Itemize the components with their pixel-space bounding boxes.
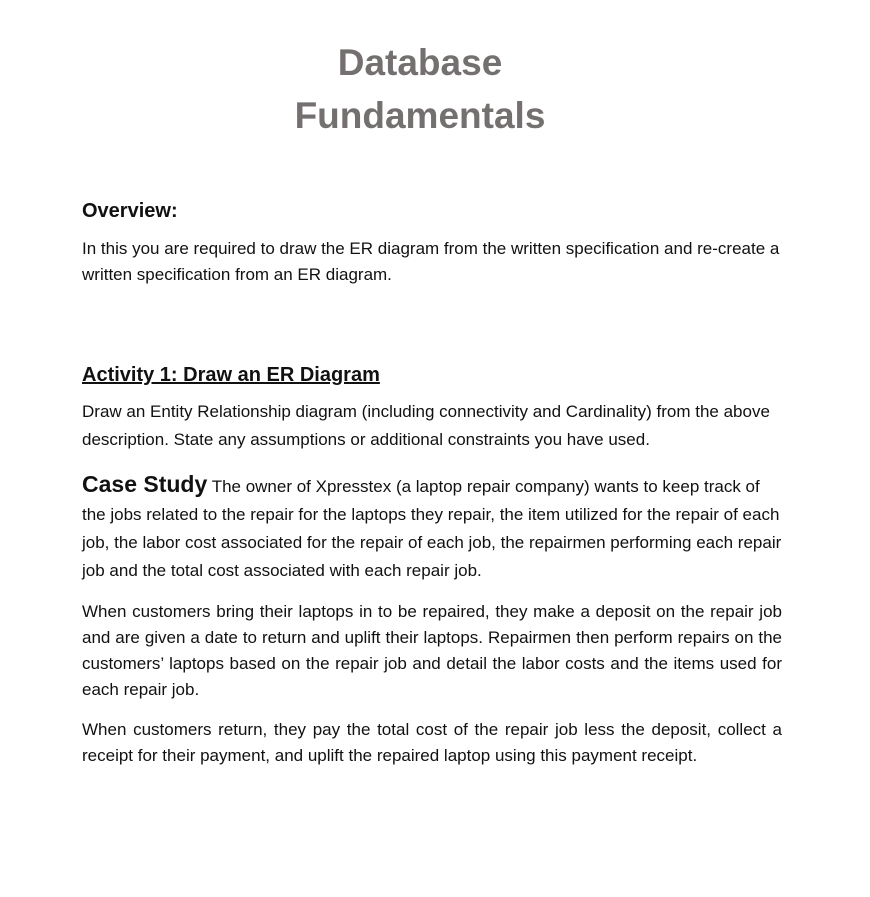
activity-text: Draw an Entity Relationship diagram (including connectivity and Cardinality) from the above description. State any assumptions or additional constraints you have used.: [82, 402, 770, 449]
case-study-paragraph-3: When customers return, they pay the total cost of the repair job less the deposit, collect a receipt for their payment, and uplift the repaired laptop using this payment receipt.: [82, 720, 782, 765]
case-study-paragraph: [82, 470, 782, 585]
document-title: [240, 36, 600, 142]
case-study-block: [82, 470, 782, 585]
case-study-paragraph-2: When customers bring their laptops in to be repaired, they make a deposit on the repair job and are given a date to return and uplift their laptops. Repairmen then perform repairs on the customers’ laptops based on the repair job and detail the labor costs and the items used for each repair job.: [82, 602, 782, 699]
overview-text: In this you are required to draw the ER diagram from the written specification and re-create a written specification from an ER diagram.: [82, 239, 780, 284]
activity-heading: Activity 1: Draw an ER Diagram: [82, 364, 380, 386]
title-line-2: Fundamentals: [294, 95, 546, 136]
document-body: [82, 198, 782, 769]
case-study-text: The owner of Xpresstex (a laptop repair company) wants to keep track of the jobs related to the repair for the laptops they repair, the item utilized for the repair of each job, the labor cost associated for the repair of each job, the repairmen performing each repair job and the total cost associated with each repair job.: [82, 477, 782, 580]
title-line-1: Database: [337, 42, 503, 83]
overview-heading: Overview:: [82, 200, 178, 222]
case-study-label: Case Study: [82, 471, 208, 497]
